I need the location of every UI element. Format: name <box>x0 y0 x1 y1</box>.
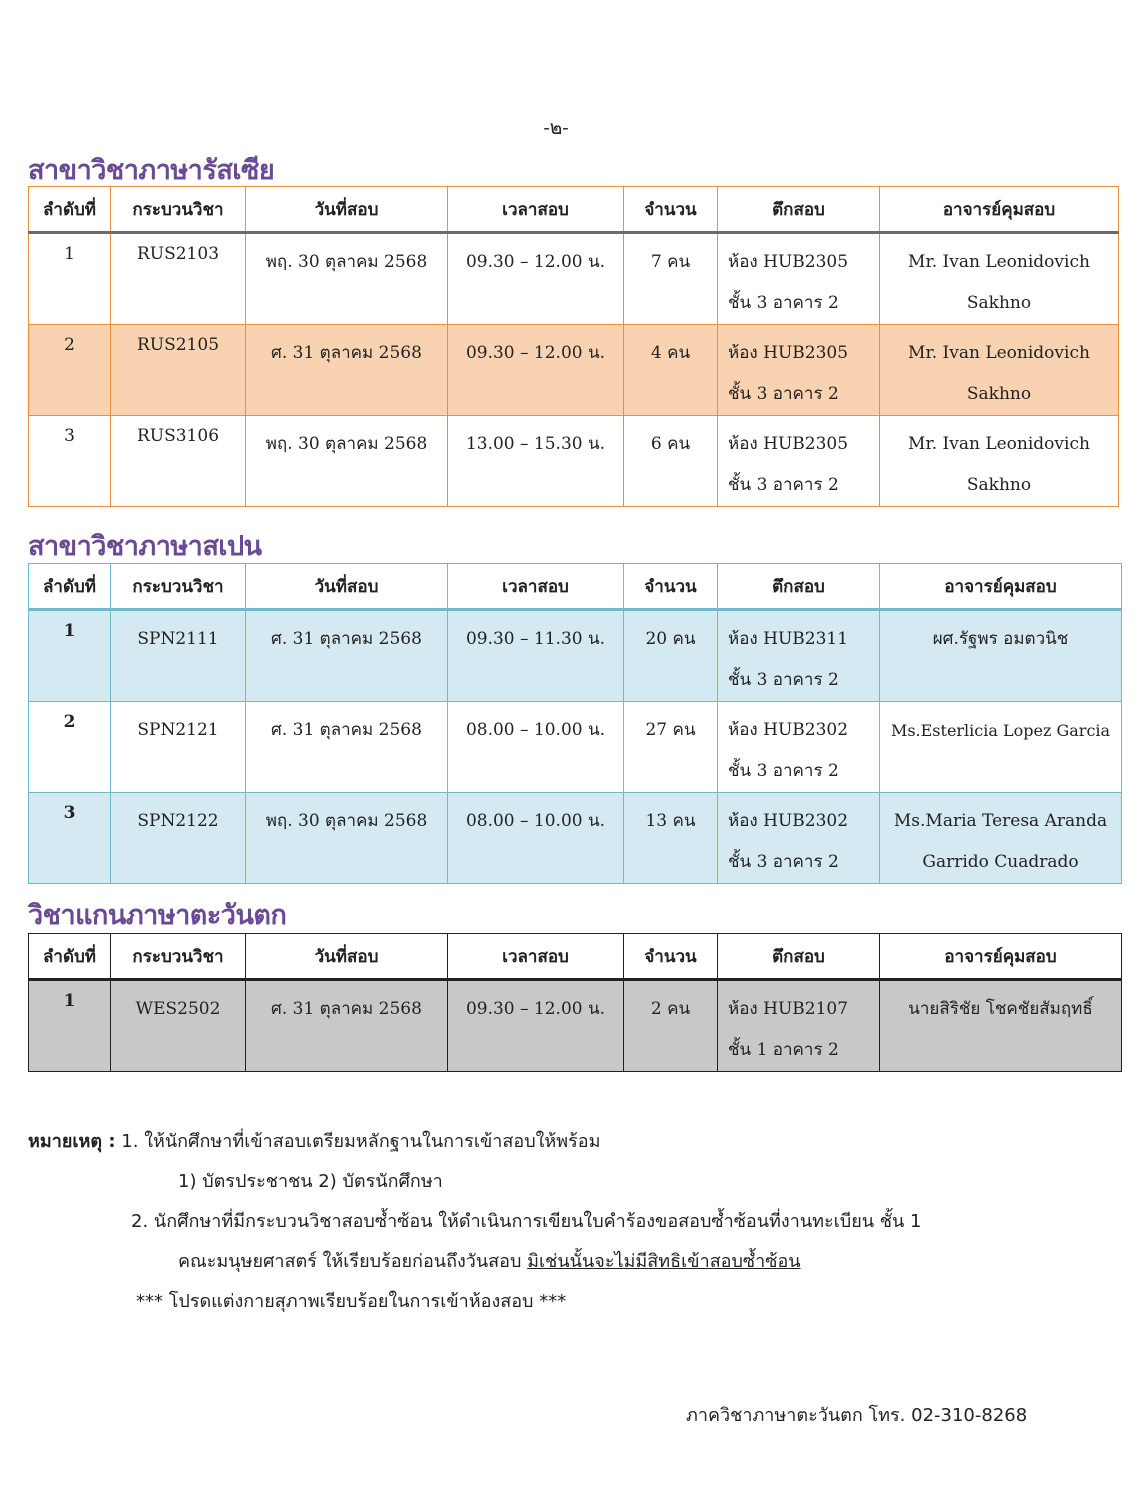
proctor <box>880 416 1119 507</box>
exam-time: 13.00 – 15.30 น. <box>448 416 624 507</box>
russian-exam-table <box>28 186 1119 507</box>
row-no: 3 <box>29 416 111 507</box>
header-course: กระบวนวิชา <box>111 187 246 233</box>
western-core-exam-table <box>28 933 1122 1072</box>
header-count: จำนวน <box>624 187 718 233</box>
row-no: 3 <box>29 793 111 884</box>
floor-line: ชั้น 3 อาคาร 2 <box>728 475 839 495</box>
exam-time: 09.30 – 12.00 น. <box>448 233 624 325</box>
table-row <box>29 416 1119 507</box>
proctor-line-1: Mr. Ivan Leonidovich <box>908 434 1090 454</box>
exam-time: 09.30 – 12.00 น. <box>448 980 624 1072</box>
exam-date: พฤ. 30 ตุลาคม 2568 <box>246 233 448 325</box>
proctor <box>880 325 1119 416</box>
proctor-line-2: Sakhno <box>966 293 1032 313</box>
exam-time: 09.30 – 12.00 น. <box>448 325 624 416</box>
page-number: -๒- <box>543 117 569 139</box>
proctor-line-1: Ms.Esterlicia Lopez Garcia <box>890 721 1111 740</box>
header-date: วันที่สอบ <box>246 934 448 980</box>
note-item-2-line-1: 2. นักศึกษาที่มีกระบวนวิชาสอบซ้ำซ้อน ให้ดำเนินการเขียนใบคำร้องขอสอบซ้ำซ้อนที่งานทะเบียน ชั้น 1 <box>131 1211 922 1232</box>
exam-room <box>718 416 880 507</box>
note-item-2-text: คณะมนุษยศาสตร์ ให้เรียบร้อยก่อนถึงวันสอบ <box>178 1251 522 1272</box>
row-no: 1 <box>29 610 111 702</box>
floor-line: ชั้น 3 อาคาร 2 <box>728 384 839 404</box>
header-date: วันที่สอบ <box>246 564 448 610</box>
row-no: 1 <box>29 233 111 325</box>
proctor <box>880 702 1122 793</box>
room-line: ห้อง HUB2305 <box>728 343 849 363</box>
course-code: RUS3106 <box>111 416 246 507</box>
floor-line: ชั้น 3 อาคาร 2 <box>728 761 839 781</box>
section-title-russian: สาขาวิชาภาษารัสเซีย <box>28 155 275 186</box>
table-header-row <box>29 187 1119 233</box>
exam-room <box>718 233 880 325</box>
floor-line: ชั้น 1 อาคาร 2 <box>728 1040 839 1060</box>
exam-room <box>718 980 880 1072</box>
spanish-exam-table <box>28 563 1122 884</box>
table-header-row <box>29 564 1122 610</box>
exam-room <box>718 610 880 702</box>
room-line: ห้อง HUB2302 <box>728 811 849 831</box>
proctor-line-1: ผศ.รัฐพร อมตวนิช <box>932 629 1069 649</box>
proctor <box>880 233 1119 325</box>
header-time: เวลาสอบ <box>448 934 624 980</box>
header-time: เวลาสอบ <box>448 187 624 233</box>
exam-date: พฤ. 30 ตุลาคม 2568 <box>246 793 448 884</box>
proctor <box>880 793 1122 884</box>
note-item-1-text: 1. ให้นักศึกษาที่เข้าสอบเตรียมหลักฐานในการเข้าสอบให้พร้อม <box>121 1131 601 1152</box>
exam-room <box>718 325 880 416</box>
row-no: 2 <box>29 325 111 416</box>
exam-date: ศ. 31 ตุลาคม 2568 <box>246 325 448 416</box>
course-code: WES2502 <box>111 980 246 1072</box>
note-item-1 <box>28 1122 1108 1162</box>
course-code: SPN2122 <box>111 793 246 884</box>
proctor-line-2: Sakhno <box>966 384 1032 404</box>
course-code: SPN2121 <box>111 702 246 793</box>
proctor-line-1: Mr. Ivan Leonidovich <box>908 252 1090 272</box>
proctor-line-1: Mr. Ivan Leonidovich <box>908 343 1090 363</box>
exam-date: ศ. 31 ตุลาคม 2568 <box>246 610 448 702</box>
header-no: ลำดับที่ <box>29 934 111 980</box>
header-no: ลำดับที่ <box>29 564 111 610</box>
exam-room <box>718 793 880 884</box>
row-no: 2 <box>29 702 111 793</box>
student-count: 4 คน <box>624 325 718 416</box>
course-code: RUS2105 <box>111 325 246 416</box>
header-time: เวลาสอบ <box>448 564 624 610</box>
header-room: ตึกสอบ <box>718 564 880 610</box>
header-count: จำนวน <box>624 934 718 980</box>
exam-time: 08.00 – 10.00 น. <box>448 793 624 884</box>
section-title-spanish: สาขาวิชาภาษาสเปน <box>28 531 262 562</box>
student-count: 2 คน <box>624 980 718 1072</box>
exam-date: ศ. 31 ตุลาคม 2568 <box>246 980 448 1072</box>
proctor-line-1: นายสิริชัย โชคชัยสัมฤทธิ์ <box>908 999 1093 1019</box>
header-course: กระบวนวิชา <box>111 934 246 980</box>
header-course: กระบวนวิชา <box>111 564 246 610</box>
room-line: ห้อง HUB2311 <box>728 629 849 649</box>
table-row <box>29 702 1122 793</box>
student-count: 27 คน <box>624 702 718 793</box>
header-room: ตึกสอบ <box>718 187 880 233</box>
floor-line: ชั้น 3 อาคาร 2 <box>728 670 839 690</box>
header-room: ตึกสอบ <box>718 934 880 980</box>
course-code: RUS2103 <box>111 233 246 325</box>
note-item-2-line-2 <box>28 1242 1108 1282</box>
proctor <box>880 980 1122 1072</box>
floor-line: ชั้น 3 อาคาร 2 <box>728 293 839 313</box>
student-count: 20 คน <box>624 610 718 702</box>
proctor-line-1: Ms.Maria Teresa Aranda <box>893 811 1108 831</box>
notes <box>28 1122 1108 1322</box>
exam-time: 08.00 – 10.00 น. <box>448 702 624 793</box>
row-no: 1 <box>29 980 111 1072</box>
table-row <box>29 325 1119 416</box>
proctor <box>880 610 1122 702</box>
header-proctor: อาจารย์คุมสอบ <box>880 187 1119 233</box>
notes-label: หมายเหตุ : <box>28 1131 116 1152</box>
proctor-line-2: Garrido Cuadrado <box>922 852 1079 872</box>
exam-date: ศ. 31 ตุลาคม 2568 <box>246 702 448 793</box>
header-no: ลำดับที่ <box>29 187 111 233</box>
student-count: 13 คน <box>624 793 718 884</box>
room-line: ห้อง HUB2302 <box>728 720 849 740</box>
floor-line: ชั้น 3 อาคาร 2 <box>728 852 839 872</box>
exam-time: 09.30 – 11.30 น. <box>448 610 624 702</box>
student-count: 6 คน <box>624 416 718 507</box>
room-line: ห้อง HUB2107 <box>728 999 849 1019</box>
note-item-1-sub: 1) บัตรประชาชน 2) บัตรนักศึกษา <box>178 1171 443 1192</box>
header-proctor: อาจารย์คุมสอบ <box>880 934 1122 980</box>
student-count: 7 คน <box>624 233 718 325</box>
exam-room <box>718 702 880 793</box>
header-proctor: อาจารย์คุมสอบ <box>880 564 1122 610</box>
header-date: วันที่สอบ <box>246 187 448 233</box>
section-title-western-core: วิชาแกนภาษาตะวันตก <box>28 900 287 931</box>
header-count: จำนวน <box>624 564 718 610</box>
table-row <box>29 980 1122 1072</box>
exam-date: พฤ. 30 ตุลาคม 2568 <box>246 416 448 507</box>
course-code: SPN2111 <box>111 610 246 702</box>
note-dress-code: *** โปรดแต่งกายสุภาพเรียบร้อยในการเข้าห้องสอบ *** <box>136 1291 567 1312</box>
department-contact: ภาควิชาภาษาตะวันตก โทร. 02-310-8268 <box>686 1405 1028 1426</box>
table-header-row <box>29 934 1122 980</box>
proctor-line-2: Sakhno <box>966 475 1032 495</box>
room-line: ห้อง HUB2305 <box>728 252 849 272</box>
room-line: ห้อง HUB2305 <box>728 434 849 454</box>
table-row <box>29 610 1122 702</box>
table-row <box>29 233 1119 325</box>
table-row <box>29 793 1122 884</box>
note-item-2-warning: มิเช่นนั้นจะไม่มีสิทธิเข้าสอบซ้ำซ้อน <box>527 1251 801 1272</box>
